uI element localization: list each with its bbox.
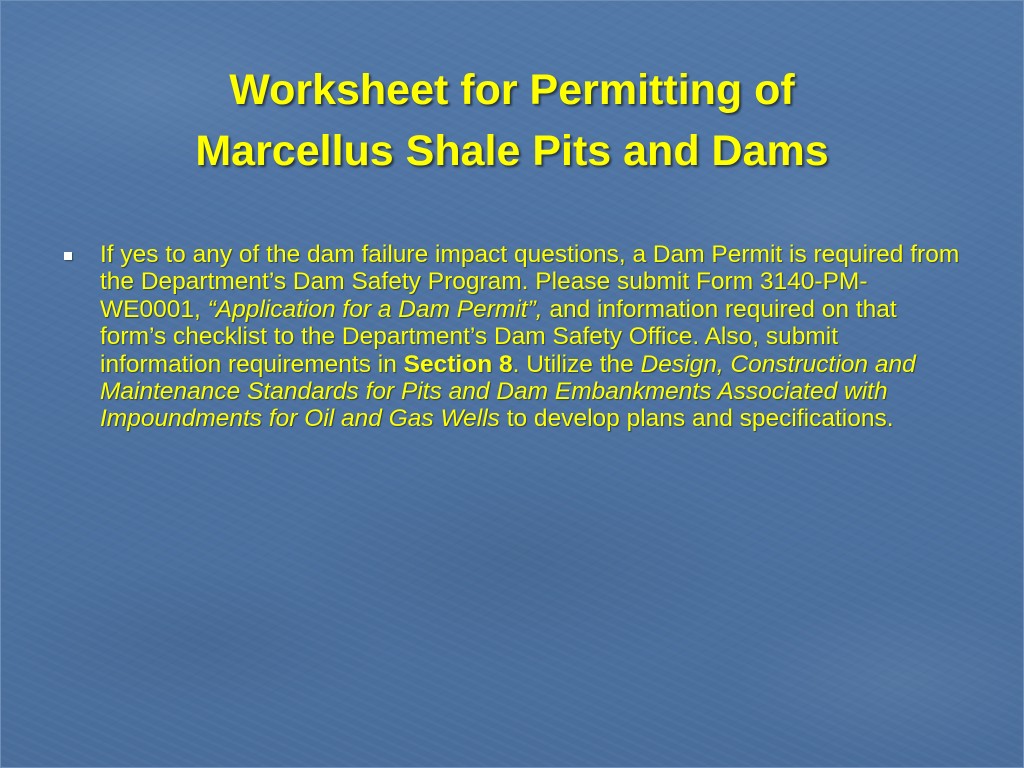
- bullet-item: [62, 241, 962, 433]
- slide-title-line-2: Marcellus Shale Pits and Dams: [195, 127, 829, 175]
- bullet-text-checklist: and information required on that form’s checklist to the Department’s Dam Safety Office. Also, submit information requirements in: [100, 295, 897, 378]
- slide-title: [60, 60, 964, 182]
- section-reference-bold: Section 8: [403, 350, 513, 378]
- slide-title-line-1: Worksheet for Permitting of: [229, 66, 795, 114]
- bullet-list: [62, 241, 962, 433]
- form-title-italic: “Application for a Dam Permit”,: [207, 295, 543, 323]
- standards-title-italic: Design, Construction and Maintenance Standards for Pits and Dam Embankments Associated with Impoundments for Oil and Gas Wells: [100, 350, 916, 433]
- square-bullet-icon: [64, 252, 72, 260]
- bullet-text-utilize: . Utilize the: [512, 350, 641, 378]
- bullet-text-ending: to develop plans and specifications.: [499, 405, 894, 433]
- bullet-text-intro: If yes to any of the dam failure impact questions, a Dam Permit is required from the Department’s Dam Safety Program. Please submit Form 3140-PM-WE0001,: [100, 241, 960, 323]
